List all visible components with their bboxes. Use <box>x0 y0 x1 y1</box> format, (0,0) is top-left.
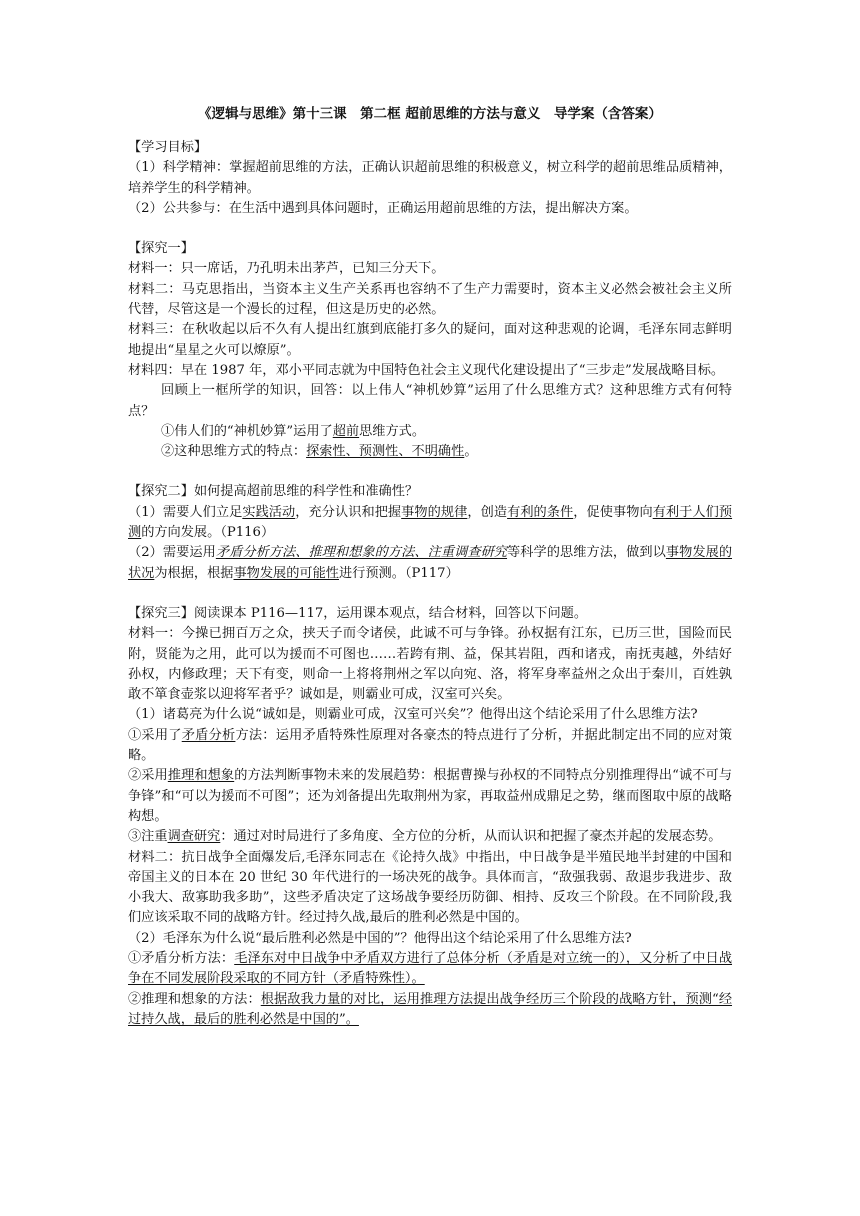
section-heading-line <box>128 482 732 502</box>
answer-text: ②推理和想象的方法： <box>128 991 261 1007</box>
answer-text: 的方法判断事物未来的发展趋势：根据曹操与孙权的不同特点分别推理得出“诚不可与争锋”和“可以为援而不可图”；还为刘备提出先取荆州为家，再取益州成鼎足之势，继而图取中原的战略构想。 <box>128 768 733 824</box>
goal-item: （2）公共参与：在生活中遇到具体问题时，正确运用超前思维的方法，提出解决方案。 <box>128 200 638 216</box>
answer-text: （2）需要运用 <box>128 545 216 561</box>
answer-text: ③注重 <box>128 829 168 845</box>
explore-two-section <box>128 482 732 583</box>
answer-underlined: 事物发展的可能性 <box>233 565 339 581</box>
answer-text: ②采用 <box>128 768 168 784</box>
answer-underlined: 超前 <box>332 423 360 439</box>
learning-goals-section <box>128 138 732 219</box>
answer-text: 进行预测。（P117） <box>339 565 459 581</box>
answer-underlined: 根据敌我力量的对比，运用推理方法提出战争经历三个阶段的战略方针，预测“经过持久战，最后的胜利必然是中国的”。 <box>128 991 733 1027</box>
answer-line <box>128 949 732 990</box>
answer-underlined: 事物的规律 <box>401 504 468 520</box>
answer-underlined: 有利于人们预测 <box>128 504 733 541</box>
section-heading-line <box>128 604 732 624</box>
answer-line <box>128 422 732 442</box>
answer-text: 思维方式。 <box>359 423 426 439</box>
material-paragraph: 材料一：今操已拥百万之众，挟天子而令诸侯，此诚不可与争锋。孙权据有江东，已历三世，国险而民附，贤能为之用，此可以为援而不可图也……若跨有荆、益，保其岩阻，西和诸戎，南抚夷越，外结好孙权，内修政理；天下有变，则命一上将将荆州之军以向宛、洛，将军身率益州之众出于秦川，百姓孰敢不箪食壶浆以迎将军者乎？诚如是，则霸业可成，汉室可兴矣。 <box>128 626 732 703</box>
material-paragraph: 材料二：抗日战争全面爆发后,毛泽东同志在《论持久战》中指出，中日战争是半殖民地半封建的中国和帝国主义的日本在 20 世纪 30 年代进行的一场决死的战争。具体而言，“敌强我弱、敌退步我进步、敌小我大、敌寡助我多助”，这些矛盾决定了这场战争要经历防御、相持、反攻三个阶段。在不同阶段,我们应该采取不同的战略方针。经过持久战,最后的胜利必然是中国的。 <box>128 849 732 926</box>
question-paragraph: （1）诸葛亮为什么说“诚如是，则霸业可成，汉室可兴矣”？他得出这个结论采用了什么思维方法? <box>128 707 698 723</box>
answer-underlined: 有利的条件 <box>507 504 574 520</box>
answer-underlined: 矛盾分析 <box>181 727 236 743</box>
answer-line <box>128 766 732 827</box>
answer-underlined: 矛盾分析方法、推理和想象的方法、注重调查研究 <box>215 545 508 561</box>
answer-underlined: 调查研究 <box>167 829 221 845</box>
answer-text: ，促使事物向 <box>573 504 653 520</box>
answer-text: ①矛盾分析方法： <box>128 950 235 966</box>
answer-underlined: 毛泽东对中日战争中矛盾双方进行了总体分析（矛盾是对立统一的），又分析了中日战争在不同发展阶段采取的不同方针（矛盾特殊性）。 <box>128 950 733 987</box>
answer-text: ①伟人们的“神机妙算”运用了 <box>161 423 333 439</box>
answer-text: 为根据，根据 <box>154 565 234 581</box>
material-paragraph: 材料一：只一席话，乃孔明未出茅芦，已知三分天下。 <box>128 261 445 277</box>
answer-text: 方法：运用矛盾特殊性原理对各豪杰的特点进行了分析，并据此制定出不同的应对策略。 <box>128 727 733 764</box>
question-text: 如何提高超前思维的科学性和准确性？ <box>193 484 419 500</box>
answer-text: 的方向发展。（P116） <box>141 525 275 541</box>
answer-paragraph <box>128 503 732 544</box>
answer-text: 等科学的思维方法，做到以 <box>507 545 666 561</box>
answer-line <box>128 726 732 767</box>
answer-underlined: 事物发展的状况 <box>128 545 733 581</box>
material-paragraph: 材料三：在秋收起以后不久有人提出红旗到底能打多久的疑问，面对这种悲观的论调，毛泽东同志鲜明地提出“星星之火可以燎原”。 <box>128 322 732 358</box>
section-heading: 【探究二】 <box>128 484 194 500</box>
answer-underlined: 实践活动 <box>242 504 296 520</box>
answer-text: 。 <box>464 444 478 460</box>
answer-text: ，创造 <box>467 504 508 520</box>
instruction-text: 阅读课本 P116—117，运用课本观点，结合材料，回答以下问题。 <box>193 605 588 621</box>
answer-paragraph <box>128 543 732 584</box>
document-title: 《逻辑与思维》第十三课 第二框 超前思维的方法与意义 导学案（含答案） <box>198 106 662 122</box>
explore-one-section <box>128 239 732 462</box>
document-page <box>128 104 732 1030</box>
section-heading: 【学习目标】 <box>128 140 208 155</box>
answer-line <box>128 827 732 847</box>
answer-underlined: 推理和想象 <box>167 768 235 784</box>
answer-line <box>128 442 732 462</box>
answer-text: （1）需要人们立足 <box>128 504 243 520</box>
question-paragraph: 回顾上一框所学的知识，回答：以上伟人“神机妙算”运用了什么思维方式？这种思维方式有何特点？ <box>128 383 732 419</box>
section-heading: 【探究一】 <box>128 241 194 257</box>
answer-text: ②这种思维方式的特点： <box>161 444 307 460</box>
question-paragraph: （2）毛泽东为什么说“最后胜利必然是中国的”？他得出这个结论采用了什么思维方法? <box>128 930 632 946</box>
answer-text: ：通过对时局进行了多角度、全方位的分析，从而认识和把握了豪杰并起的发展态势。 <box>220 829 722 845</box>
section-heading: 【探究三】 <box>128 605 194 621</box>
goal-item: （1）科学精神：掌握超前思维的方法，正确认识超前思维的积极意义，树立科学的超前思维品质精神，培养学生的科学精神。 <box>128 160 732 196</box>
answer-line <box>128 990 732 1031</box>
material-paragraph: 材料二：马克思指出，当资本主义生产关系再也容纳不了生产力需要时，资本主义必然会被社会主义所代替，尽管这是一个漫长的过程，但这是历史的必然。 <box>128 281 732 318</box>
explore-three-section <box>128 604 732 1030</box>
material-paragraph: 材料四：早在 1987 年，邓小平同志就为中国特色社会主义现代化建设提出了“三步走”发展战略目标。 <box>128 362 725 378</box>
answer-text: ①采用了 <box>128 727 182 743</box>
answer-text: ，充分认识和把握 <box>295 504 402 520</box>
answer-underlined: 探索性、预测性、不明确性 <box>306 444 465 460</box>
